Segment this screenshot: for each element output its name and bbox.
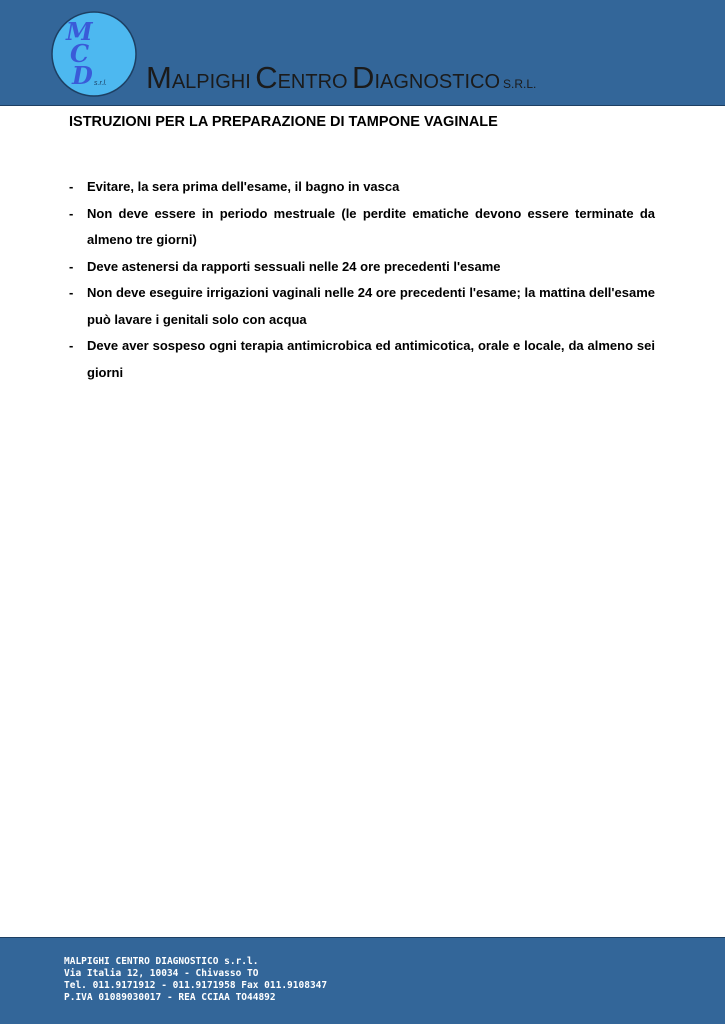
logo-letter-c: C (70, 39, 90, 68)
document-title: ISTRUZIONI PER LA PREPARAZIONE DI TAMPONE VAGINALE (69, 114, 498, 130)
list-item-text: Deve astenersi da rapporti sessuali nelle 24 ore precedenti l'esame (87, 258, 501, 274)
list-item (69, 174, 655, 201)
page-footer (0, 937, 725, 1024)
instruction-list (69, 174, 655, 386)
mcd-logo (50, 10, 138, 98)
list-item-text: Deve aver sospeso ogni terapia antimicrobica ed antimicotica, orale e locale, da almeno sei giorni (87, 338, 655, 380)
list-item (69, 280, 655, 333)
company-suffix: S.R.L. (503, 77, 537, 91)
list-item-text: Non deve essere in periodo mestruale (le perdite ematiche devono essere terminate da almeno tre giorni) (87, 205, 655, 247)
logo-letter-m: M (66, 17, 93, 46)
company-name: MALPIGHI CENTRO DIAGNOSTICO S.R.L. (146, 60, 537, 95)
bullet-dash: - (69, 338, 74, 353)
page-header (0, 0, 725, 106)
list-item (69, 333, 655, 386)
bullet-dash: - (69, 258, 74, 274)
list-item (69, 254, 655, 281)
logo-letter-d: D (72, 61, 93, 90)
footer-phones: Tel. 011.9171912 - 011.9171958 Fax 011.9108347 (64, 980, 328, 991)
footer-company: MALPIGHI CENTRO DIAGNOSTICO s.r.l. (64, 956, 259, 967)
logo-suffix: s.r.l. (94, 80, 107, 87)
list-item-text: Evitare, la sera prima dell'esame, il bagno in vasca (87, 179, 400, 194)
footer-contact (64, 956, 327, 1004)
bullet-dash: - (69, 285, 74, 300)
footer-registry: P.IVA 01089030017 - REA CCIAA TO44892 (64, 992, 276, 1003)
footer-address: Via Italia 12, 10034 - Chivasso TO (64, 968, 259, 979)
bullet-dash: - (69, 179, 74, 194)
bullet-dash: - (69, 205, 74, 221)
list-item (69, 201, 655, 254)
list-item-text: Non deve eseguire irrigazioni vaginali nelle 24 ore precedenti l'esame; la mattina dell'esame può lavare i genitali solo con acqua (87, 285, 655, 327)
